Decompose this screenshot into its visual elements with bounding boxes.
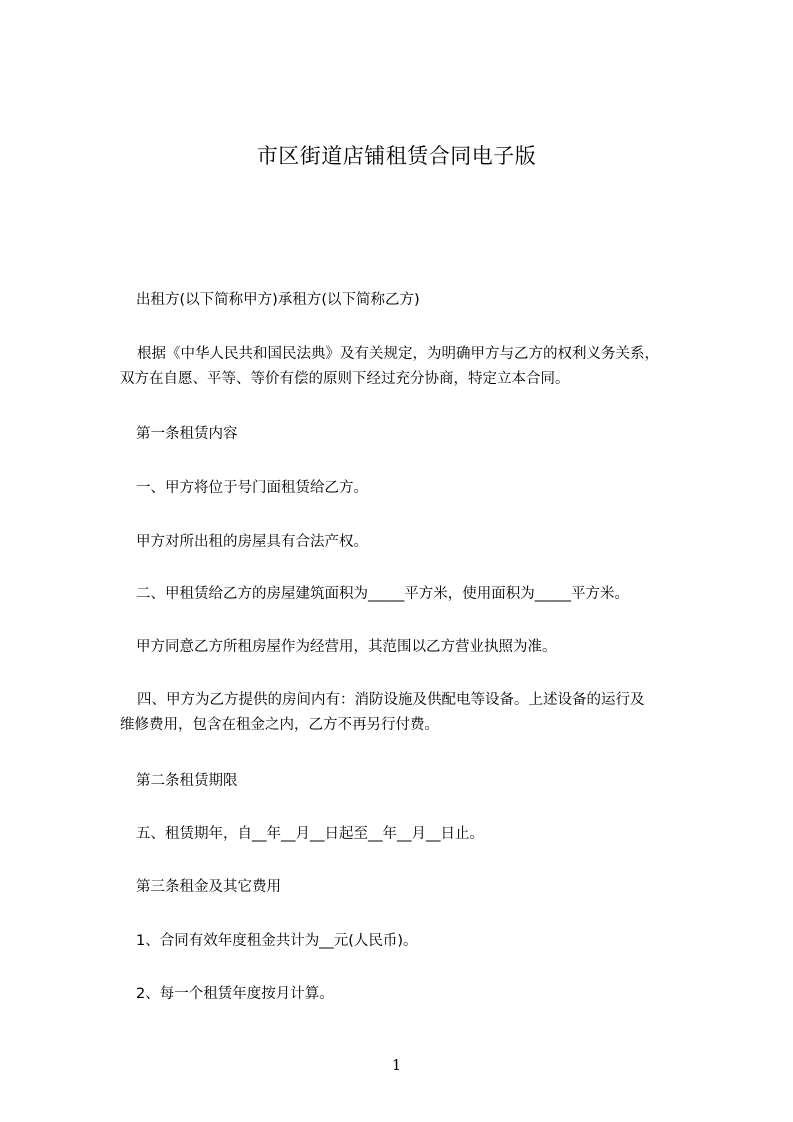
item4-paragraph bbox=[120, 688, 710, 738]
article3-heading: 第三条租金及其它费用 bbox=[136, 879, 281, 895]
item4-line-1: 四、甲方为乙方提供的房间内有：消防设施及供配电等设备。上述设备的运行及 bbox=[137, 692, 645, 708]
preamble-line-1: 根据《中华人民共和国民法典》及有关规定，为明确甲方与乙方的权利义务关系， bbox=[137, 346, 659, 362]
article2-heading: 第二条租赁期限 bbox=[136, 773, 238, 789]
item2-paragraph: 二、甲租赁给乙方的房屋建筑面积为_____平方米，使用面积为_____平方米。 bbox=[136, 586, 629, 602]
item1-paragraph: 一、甲方将位于号门面租赁给乙方。 bbox=[136, 480, 368, 496]
ownership-paragraph: 甲方对所出租的房屋具有合法产权。 bbox=[136, 534, 368, 550]
page-number: 1 bbox=[391, 1056, 402, 1074]
document-title: 市区街道店铺租赁合同电子版 bbox=[256, 144, 537, 168]
usage-paragraph: 甲方同意乙方所租房屋作为经营用，其范围以乙方营业执照为准。 bbox=[136, 639, 557, 655]
parties-paragraph: 出租方(以下简称甲方)承租方(以下简称乙方) bbox=[136, 292, 420, 308]
rent1-paragraph: 1、合同有效年度租金共计为__元(人民币)。 bbox=[136, 933, 418, 949]
item4-line-2: 维修费用，包含在租金之内，乙方不再另行付费。 bbox=[120, 717, 439, 733]
item5-paragraph: 五、租赁期年，自__年__月__日起至__年__月__日止。 bbox=[136, 826, 484, 842]
rent2-paragraph: 2、每一个租赁年度按月计算。 bbox=[136, 986, 334, 1002]
article1-heading: 第一条租赁内容 bbox=[136, 426, 238, 442]
preamble-line-2: 双方在自愿、平等、等价有偿的原则下经过充分协商，特定立本合同。 bbox=[120, 371, 570, 387]
preamble-paragraph bbox=[120, 342, 710, 392]
